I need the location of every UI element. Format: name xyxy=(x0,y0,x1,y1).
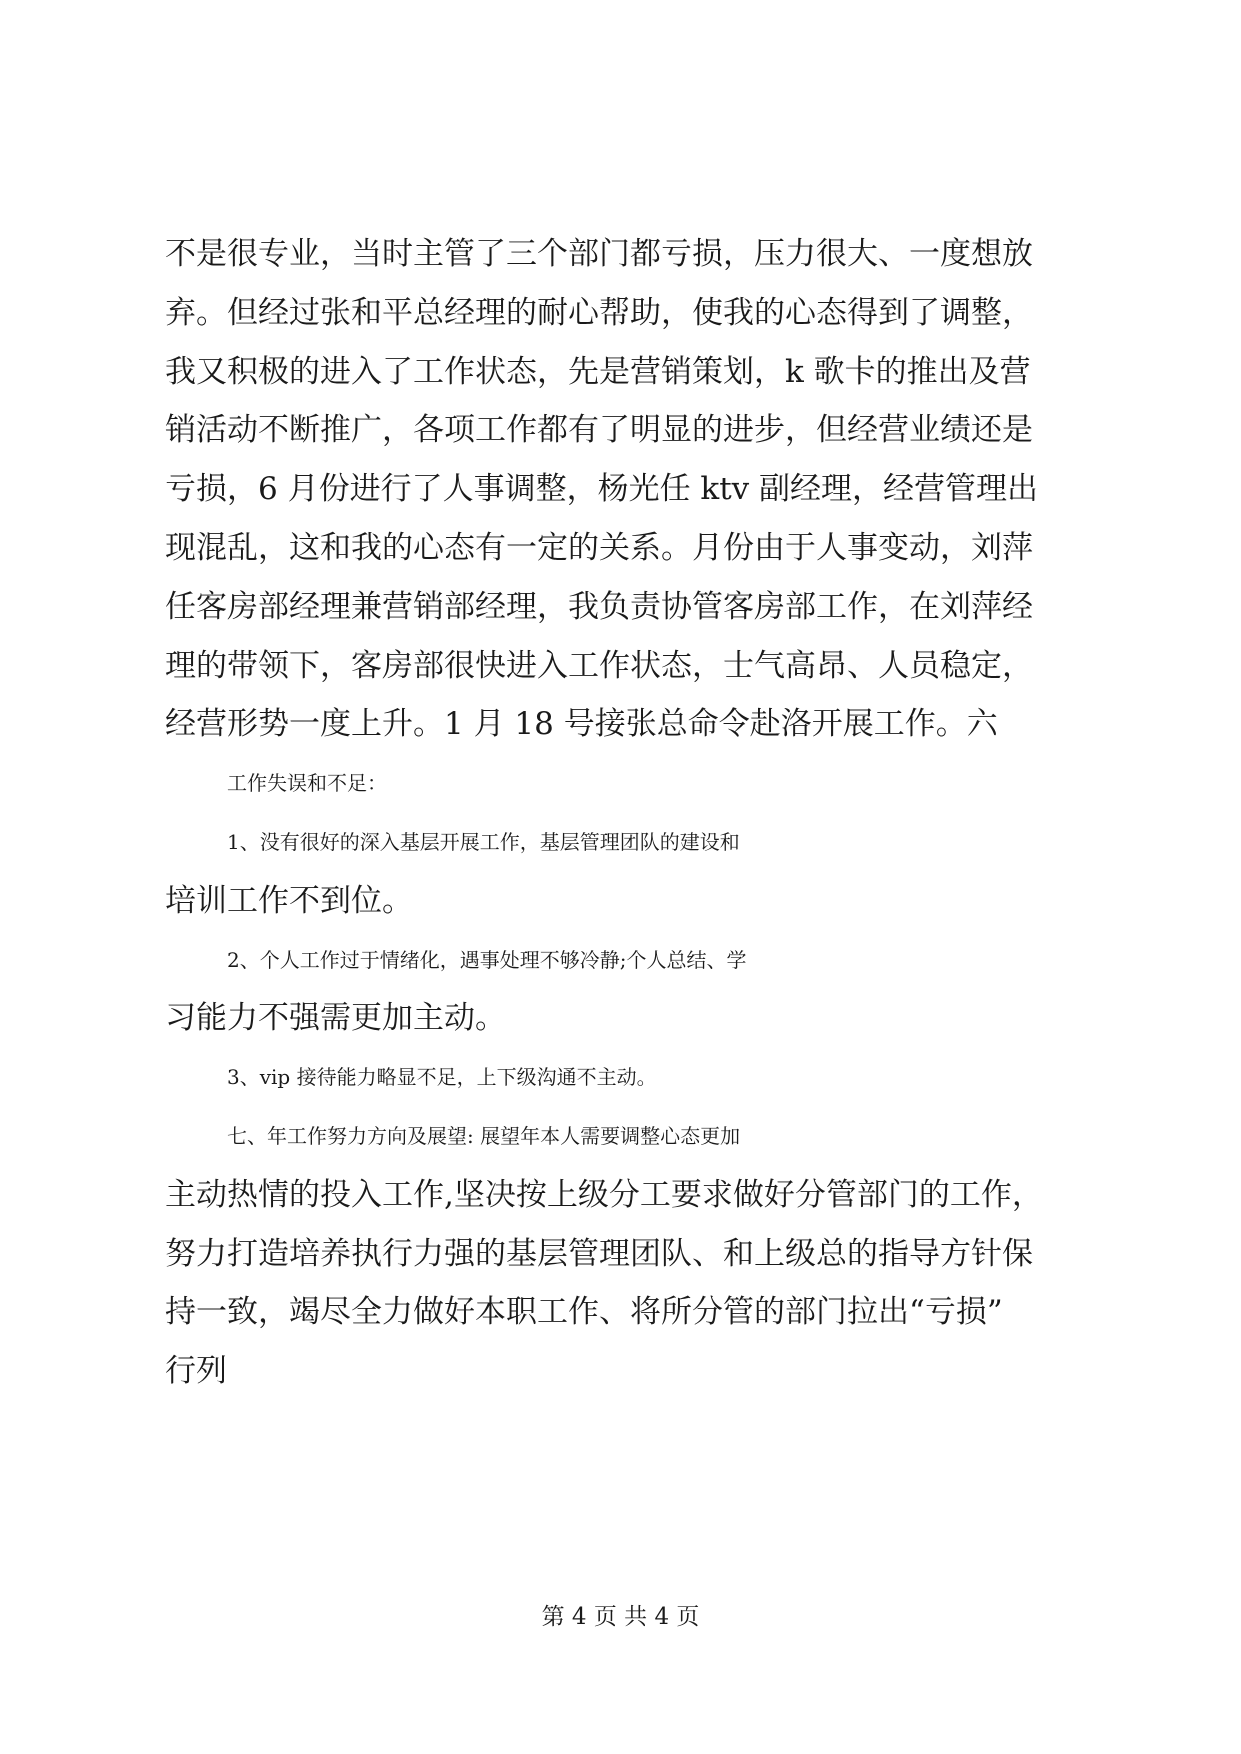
text-line: 任客房部经理兼营销部经理，我负责协管客房部工作，在刘萍经 xyxy=(165,588,1033,625)
page-footer: 第 4 页 共 4 页 xyxy=(541,1604,700,1630)
paragraph-first-line: 3、vip 接待能力略显不足，上下级沟通不主动。 xyxy=(227,1065,657,1090)
paragraph-first-line: 1、没有很好的深入基层开展工作，基层管理团队的建设和 xyxy=(227,829,740,854)
text-line: 主动热情的投入工作,坚决按上级分工要求做好分管部门的工作， xyxy=(165,1176,1043,1213)
text-line: 经营形势一度上升。1 月 18 号接张总命令赴洛开展工作。六 xyxy=(165,706,998,743)
text-line: 持一致，竭尽全力做好本职工作、将所分管的部门拉出“亏损” xyxy=(165,1294,1003,1331)
paragraph-first-line: 七、年工作努力方向及展望: 展望年本人需要调整心态更加 xyxy=(227,1123,741,1148)
text-line: 行列 xyxy=(165,1353,227,1390)
text-line: 培训工作不到位。 xyxy=(165,882,413,919)
text-line: 我又积极的进入了工作状态，先是营销策划，k 歌卡的推出及营 xyxy=(165,353,1031,390)
paragraph-first-line: 2、个人工作过于情绪化，遇事处理不够冷静;个人总结、学 xyxy=(227,947,747,972)
text-line: 亏损，6 月份进行了人事调整，杨光任 ktv 副经理，经营管理出 xyxy=(165,471,1039,508)
text-line: 不是很专业，当时主管了三个部门都亏损，压力很大、一度想放 xyxy=(165,236,1033,272)
text-line: 弃。但经过张和平总经理的耐心帮助，使我的心态得到了调整， xyxy=(165,294,1033,331)
text-line: 理的带领下，客房部很快进入工作状态，士气高昂、人员稳定， xyxy=(165,647,1033,684)
text-line: 习能力不强需更加主动。 xyxy=(165,1000,506,1037)
text-line: 努力打造培养执行力强的基层管理团队、和上级总的指导方针保 xyxy=(165,1235,1033,1272)
paragraph-first-line: 工作失误和不足： xyxy=(227,771,387,796)
text-line: 现混乱，这和我的心态有一定的关系。月份由于人事变动，刘萍 xyxy=(165,529,1033,566)
text-line: 销活动不断推广，各项工作都有了明显的进步，但经营业绩还是 xyxy=(165,412,1033,449)
document-body xyxy=(165,225,1085,1401)
